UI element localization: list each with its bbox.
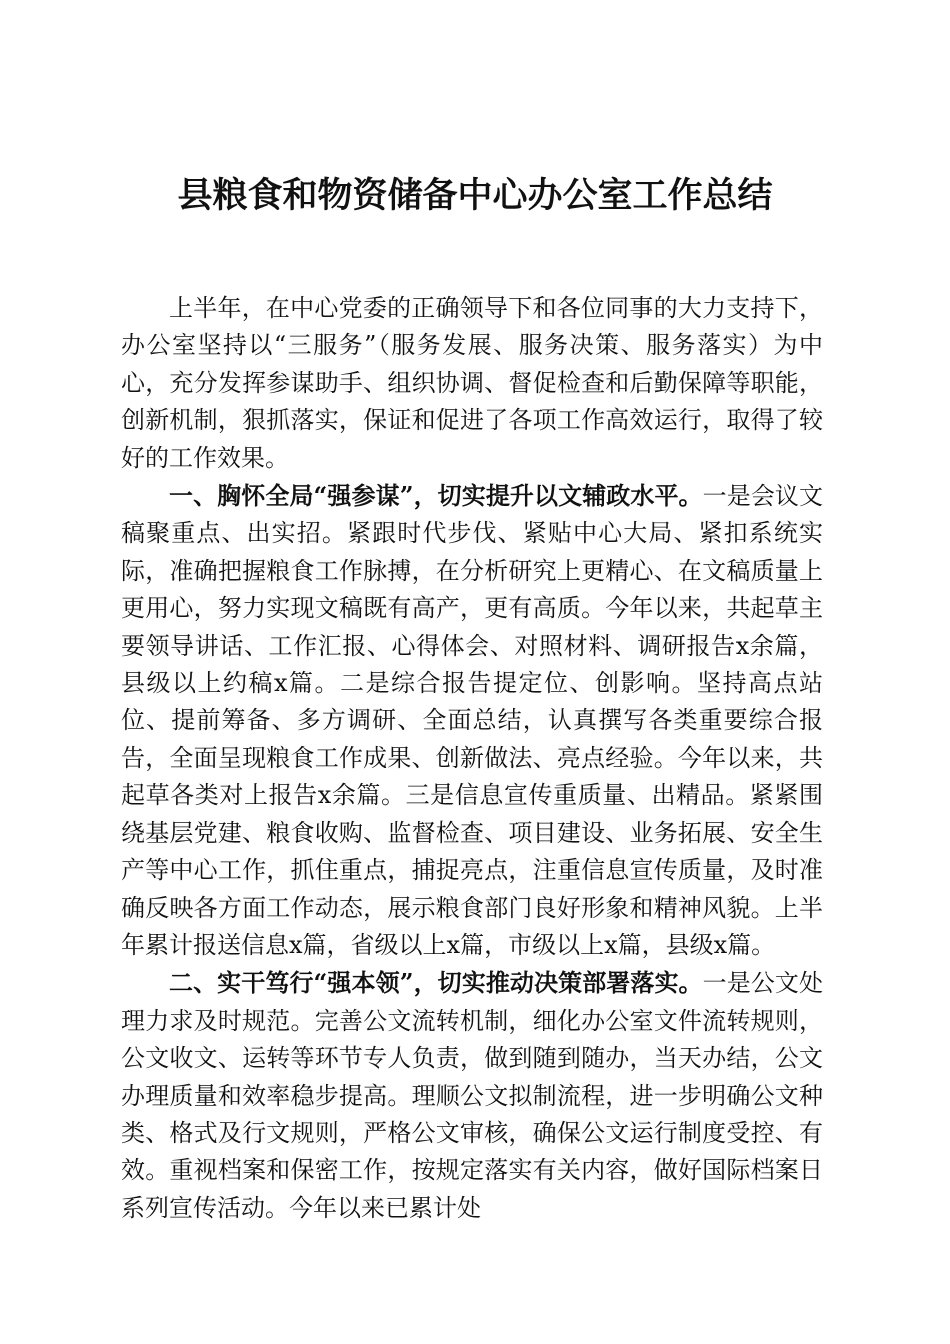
paragraph-text: 一是会议文稿聚重点、出实招。紧跟时代步伐、紧贴中心大局、紧扣系统实际，准确把握粮食工作脉搏，在分析研究上更精心、在文稿质量上更用心，努力实现文稿既有高产，更有高质。今年以来，共起草主要领导讲话、工作汇报、心得体会、对照材料、调研报告x余篇，县级以上约稿x篇。二是综合报告提定位、创影响。坚持高点站位、提前筹备、多方调研、全面总结，认真撰写各类重要综合报告，全面呈现粮食工作成果、创新做法、亮点经验。今年以来，共起草各类对上报告x余篇。三是信息宣传重质量、出精品。紧紧围绕基层党建、粮食收购、监督检查、项目建设、业务拓展、安全生产等中心工作，抓住重点，捕捉亮点，注重信息宣传质量，及时准确反映各方面工作动态，展示粮食部门良好形象和精神风貌。上半年累计报送信息x篇，省级以上x篇，市级以上x篇，县级x篇。 bbox=[121, 482, 824, 959]
section-two-paragraph bbox=[121, 964, 823, 1227]
paragraph-text: 一是公文处理力求及时规范。完善公文流转机制，细化办公室文件流转规则，公文收文、运转等环节专人负责，做到随到随办，当天办结，公文办理质量和效率稳步提高。理顺公文拟制流程，进一步明确公文种类、格式及行文规则，严格公文审核，确保公文运行制度受控、有效。重视档案和保密工作，按规定落实有关内容，做好国际档案日系列宣传活动。今年以来已累计处 bbox=[121, 969, 824, 1222]
intro-paragraph bbox=[121, 290, 823, 477]
section-heading: 二、实干笃行“强本领”，切实推动决策部署落实。 bbox=[169, 968, 703, 998]
document-title: 县粮食和物资储备中心办公室工作总结 bbox=[177, 175, 773, 216]
document-body bbox=[121, 290, 823, 1227]
section-one-paragraph bbox=[121, 477, 823, 964]
paragraph-text: 上半年，在中心党委的正确领导下和各位同事的大力支持下，办公室坚持以“三服务”（服务发展、服务决策、服务落实）为中心，充分发挥参谋助手、组织协调、督促检查和后勤保障等职能，创新机制，狠抓落实，保证和促进了各项工作高效运行，取得了较好的工作效果。 bbox=[121, 294, 823, 472]
section-heading: 一、胸怀全局“强参谋”，切实提升以文辅政水平。 bbox=[169, 481, 703, 511]
